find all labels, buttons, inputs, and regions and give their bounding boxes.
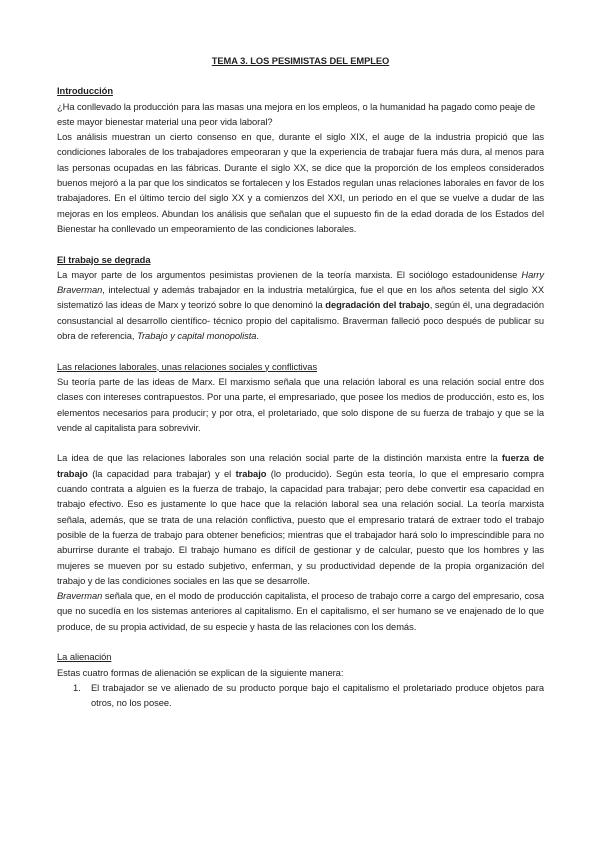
- section-alienacion: [57, 650, 544, 711]
- section-trabajo-se-degrada: [57, 253, 544, 345]
- list-number: 1.: [73, 682, 81, 693]
- paragraph: [57, 268, 544, 344]
- paragraph: [57, 451, 544, 589]
- text-run: La idea de que las relaciones laborales son una relación social parte de la distinción marxista entre la: [57, 453, 502, 464]
- text-run: señala que, en el modo de producción capitalista, el proceso de trabajo corre a cargo del empresario, cosa que no sucedía en los sistemas anteriores al capitalismo. En el capitalismo, el ser humano se ve enajenado de lo que produce, de su propia actividad, de su especie y hasta de las relaciones con los demás.: [57, 591, 544, 632]
- text-run: (la capacidad para trabajar) y el: [87, 468, 236, 479]
- bold-term: degradación del trabajo: [325, 300, 430, 311]
- paragraph: [57, 589, 544, 635]
- text-run: (lo producido). Según esta teoría, lo que el empresario compra cuando contrata a alguien es la fuerza de trabajo, la capacidad para trabajar; pero debe convertir esa capacidad en trabajo efectivo. Eso es justamente lo que hace que la relación laboral sea una relación social. La teoría marxista señala, además, que se trata de una relación conflictiva, puesto que el empresario tratará de extraer todo el trabajo posible de la fuerza de trabajo para obtener beneficios; mientras que el trabajador hará solo lo imprescindible para no aburrirse durante el trabajo. El trabajo humano es difícil de gestionar y de calcular, puesto que los hombres y las mujeres se mueven por su estado subjetivo, enferman, y su productividad depende de la propia organización del trabajo y de las condiciones sociales en las que se desarrolle.: [57, 468, 545, 586]
- emphasis-text: Harry Braverman: [57, 269, 544, 296]
- paragraph: Los análisis muestran un cierto consenso en que, durante el siglo XIX, el auge de la industria propició que las condiciones laborales de los trabajadores empeoraran y que la experiencia de trabajar fuera más dura, al menos para las personas ocupadas en las fábricas. Durante el siglo XX, se dice que la proporción de los empleos considerados buenos mejoró a la par que los sindicatos se fortalecen y los Estados regulan unas relaciones laborales en favor de los trabajadores. En el último tercio del siglo XX y a comienzos del XXI, un periodo en el que se vuelve a dudar de las mejoras en los empleos. Abundan los análisis que señalan que el supuesto fin de la edad dorada de los Estados del Bienestar ha conllevado un empeoramiento de las condiciones laborales.: [57, 132, 544, 234]
- paragraph: Su teoría parte de las ideas de Marx. El marxismo señala que una relación laboral es una relación social entre dos clases con intereses contrapuestos. Por una parte, el empresariado, que posee los medios de producción, esto es, los elementos necesarios para producir; y por otra, el proletariado, que solo dispone de su fuerza de trabajo y que se la vende al capitalista para sobrevivir.: [57, 376, 544, 433]
- section-heading: El trabajo se degrada: [57, 254, 151, 265]
- section-heading: La alienación: [57, 652, 112, 663]
- section-introduccion: [57, 84, 544, 237]
- text-run: , intelectual y además trabajador en la industria metalúrgica, fue el que en los años setenta del siglo XX sistematizó las ideas de Marx y teorizó sobre lo que denominó la: [57, 285, 544, 311]
- text-run: , según él, una degradación consustancial al desarrollo científico- técnico propio del capitalismo. Braverman falleció poco después de publicar su obra de referencia,: [57, 300, 544, 342]
- list-item: [57, 681, 544, 712]
- emphasis-text: Braverman: [57, 591, 103, 602]
- paragraph: Estas cuatro formas de alienación se explican de la siguiente manera:: [57, 667, 344, 678]
- section-heading: Introducción: [57, 86, 113, 97]
- document-title: TEMA 3. LOS PESIMISTAS DEL EMPLEO: [211, 56, 390, 66]
- numbered-list: [57, 681, 544, 712]
- text-run: La mayor parte de los argumentos pesimistas provienen de la teoría marxista. El sociólogo estadounidense: [57, 269, 522, 280]
- paragraph: ¿Ha conllevado la producción para las masas una mejora en los empleos, o la humanidad ha pagado como peaje de este mayor bienestar material una peor vida laboral?: [57, 101, 536, 127]
- list-item-text: El trabajador se ve alienado de su producto porque bajo el capitalismo el proletariado produce objetos para otros, no los posee.: [91, 682, 544, 709]
- section-relaciones-laborales: [57, 360, 544, 635]
- text-run: .: [256, 331, 259, 342]
- section-heading: Las relaciones laborales, unas relaciones sociales y conflictivas: [57, 361, 318, 372]
- bold-term: trabajo: [235, 468, 267, 479]
- bold-term: fuerza de trabajo: [57, 453, 544, 479]
- book-title: Trabajo y capital monopolista: [137, 331, 257, 342]
